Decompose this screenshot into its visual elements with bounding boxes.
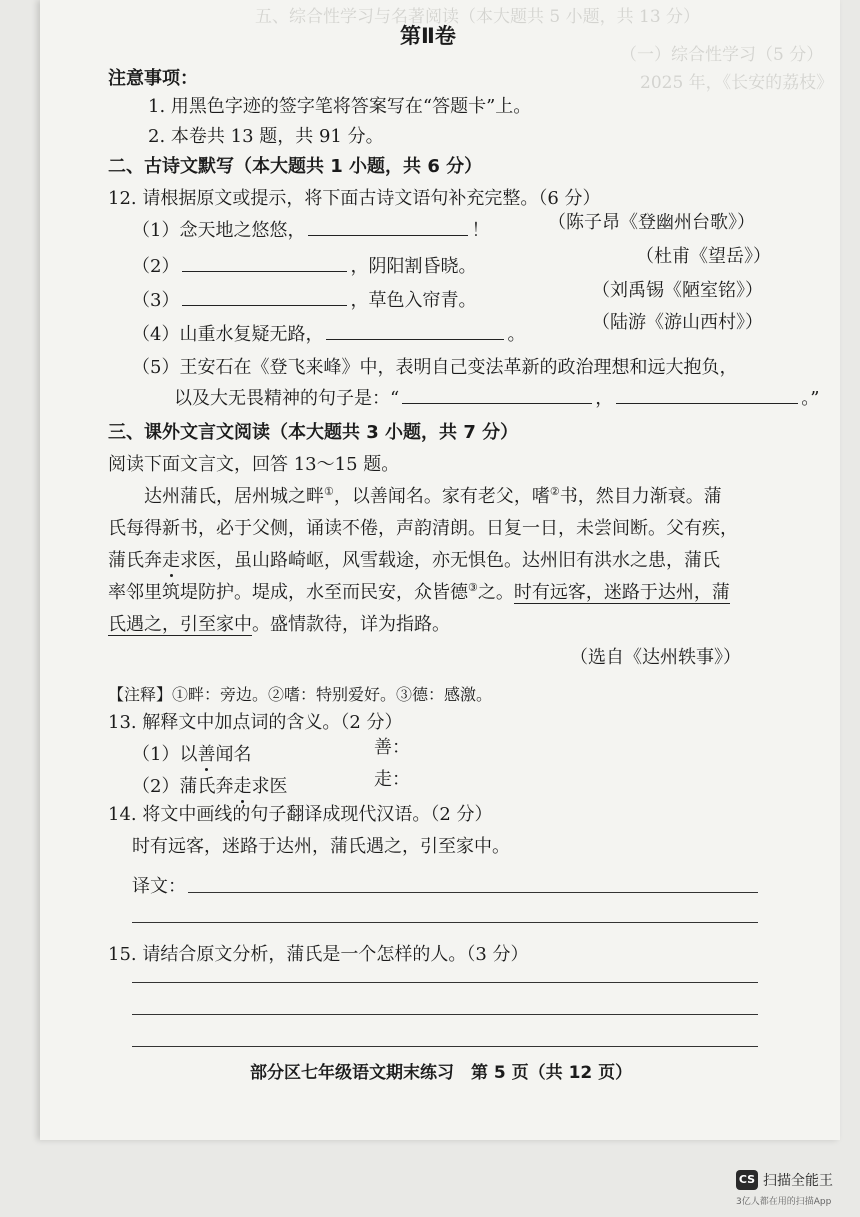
poem-source: （杜甫《望岳》） (636, 246, 771, 267)
section-heading: 三、课外文言文阅读（本大题共 3 小题，共 7 分） (108, 422, 519, 443)
poem-source: （陈子昂《登幽州台歌》） (548, 212, 755, 233)
translate-sentence: 时有远客，迷路于达州，蒲氏遇之，引至家中。 (132, 836, 510, 857)
poem-item: （5）王安石在《登飞来峰》中，表明自己变法革新的政治理想和远大抱负， (132, 357, 738, 378)
bleed-through-text: 五、综合性学习与名著阅读（本大题共 5 小题，共 13 分） (255, 7, 701, 27)
page-title: 第Ⅱ卷 (400, 24, 456, 48)
answer-line[interactable] (132, 922, 758, 923)
underlined-sentence: 时有远客，迷路于达州，蒲 (513, 582, 730, 603)
poem-item: （2） ，阴阳割昏晓。 (132, 256, 477, 277)
underlined-sentence: 氏遇之，引至家中 (108, 614, 252, 635)
scanner-name: 扫描全能王 (763, 1173, 833, 1189)
dotted-word: 善 (197, 744, 216, 765)
question-prompt: 15. 请结合原文分析，蒲氏是一个怎样的人。（3 分） (108, 944, 529, 965)
answer-label: 译文： (132, 876, 186, 897)
answer-blank[interactable] (182, 270, 347, 272)
exam-page (40, 0, 840, 1140)
passage-source: （选自《达州轶事》） (570, 647, 741, 668)
answer-blank[interactable] (308, 234, 468, 236)
q13-item: （1）以善闻名 (132, 744, 252, 765)
poem-item: （1）念天地之悠悠， ！ (132, 220, 490, 241)
scanner-tagline: 3亿人都在用的扫描App (736, 1197, 832, 1207)
bleed-through-text: （一）综合性学习（5 分） (620, 45, 824, 65)
poem-source: （刘禹锡《陋室铭》） (592, 280, 763, 301)
poem-source: （陆游《游山西村》） (592, 312, 763, 333)
page-footer: 部分区七年级语文期末练习 第 5 页（共 12 页） (250, 1063, 633, 1083)
answer-line[interactable] (132, 1046, 758, 1047)
answer-line[interactable] (188, 892, 758, 893)
q13-word: 善： (374, 737, 410, 758)
poem-item: （4）山重水复疑无路， 。 (132, 324, 526, 345)
question-prompt: 12. 请根据原文或提示，将下面古诗文语句补充完整。（6 分） (108, 188, 601, 209)
passage-line: 率邻里筑堤防护。堤成，水至而民安，众皆德③之。时有远客，迷路于达州，蒲 (108, 581, 730, 603)
passage-line: 蒲氏奔走求医，虽山路崎岖，风雪载途，亦无惧色。达州旧有洪水之患，蒲氏 (108, 550, 720, 571)
answer-blank[interactable] (616, 402, 798, 404)
poem-item-line: 以及大无畏精神的句子是：“ ， 。” (174, 388, 820, 409)
instruction-text: 阅读下面文言文，回答 13～15 题。 (108, 454, 400, 475)
scanner-logo-icon: CS (736, 1170, 758, 1190)
answer-line[interactable] (132, 982, 758, 983)
question-prompt: 14. 将文中画线的句子翻译成现代汉语。（2 分） (108, 804, 493, 825)
annotation: 【注释】①畔：旁边。②嗜：特别爱好。③德：感激。 (108, 685, 493, 704)
question-prompt: 13. 解释文中加点词的含义。（2 分） (108, 712, 403, 733)
passage-line: 氏每得新书，必于父侧，诵读不倦，声韵清朗。日复一日，未尝间断。父有疾， (108, 518, 738, 539)
dotted-word: 走 (162, 550, 180, 571)
poem-item: （3） ，草色入帘青。 (132, 290, 477, 311)
answer-blank[interactable] (402, 402, 592, 404)
answer-line[interactable] (132, 1014, 758, 1015)
bleed-through-text: 2025 年，《长安的荔枝》 (640, 73, 834, 93)
notes-item: 1. 用黑色字迹的签字笔将答案写在“答题卡”上。 (148, 96, 532, 117)
notes-heading: 注意事项： (108, 68, 198, 89)
passage-line: 氏遇之，引至家中。盛情款待，详为指路。 (108, 614, 450, 635)
section-heading: 二、古诗文默写（本大题共 1 小题，共 6 分） (108, 156, 483, 177)
answer-blank[interactable] (182, 304, 347, 306)
notes-item: 2. 本卷共 13 题，共 91 分。 (148, 126, 384, 147)
passage-line: 达州蒲氏，居州城之畔①，以善闻名。家有老父，嗜②书，然目力渐衰。蒲 (144, 485, 722, 507)
q13-item: （2）蒲氏奔走求医 (132, 776, 288, 797)
answer-blank[interactable] (326, 338, 504, 340)
dotted-word: 走 (233, 776, 252, 797)
q13-word: 走： (374, 769, 410, 790)
